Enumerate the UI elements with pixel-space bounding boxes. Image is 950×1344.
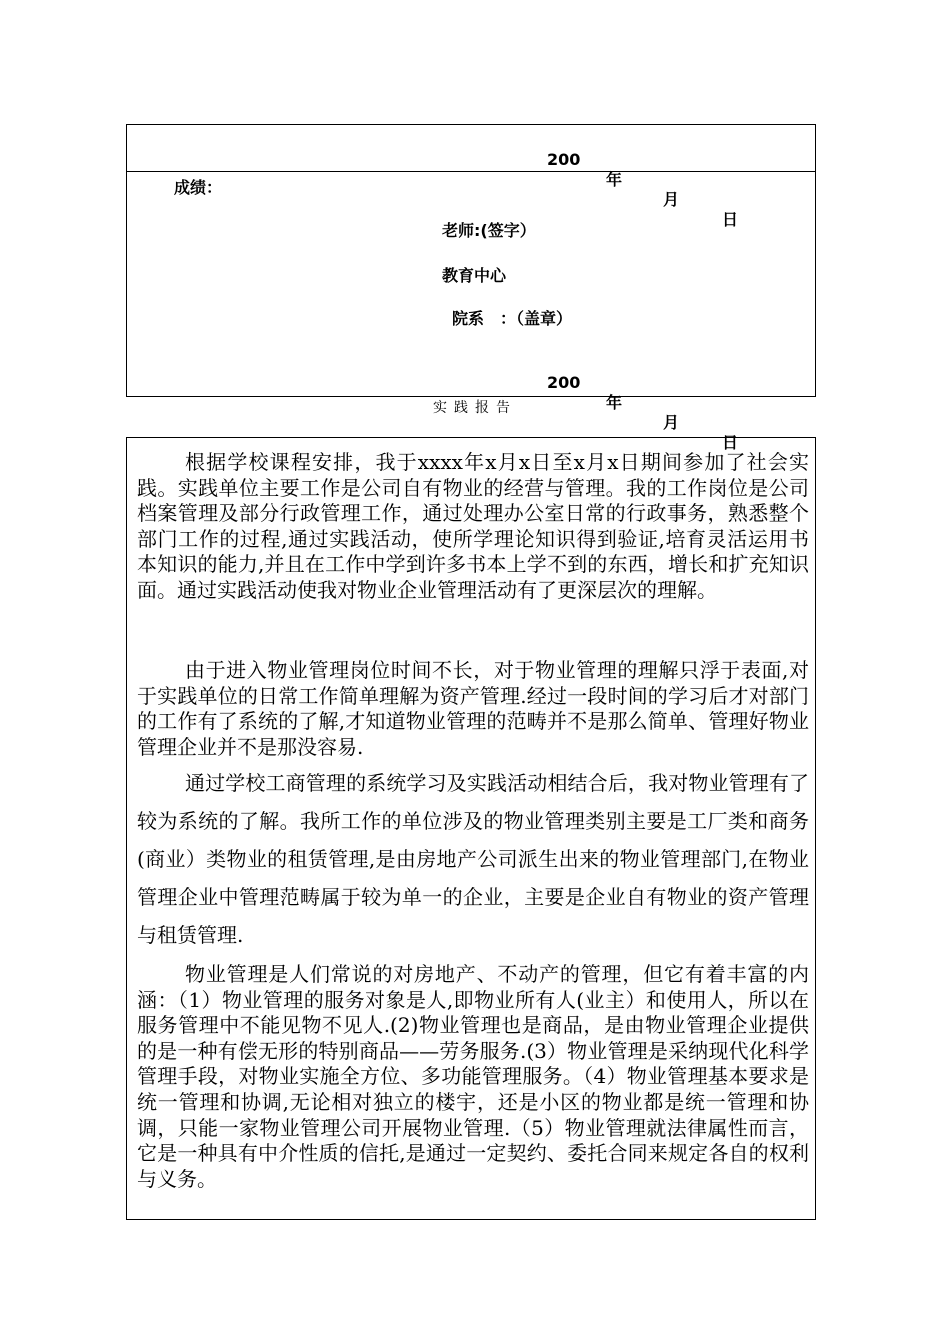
evaluation-date-year-unit: 年 bbox=[606, 393, 623, 412]
paragraph: 由于进入物业管理岗位时间不长，对于物业管理的理解只浮于表面,对于实践单位的日常工作简单理解为资产管理.经过一段时间的学习后才对部门的工作有了系统的了解,才知道物业管理的范畴并不是那么简单、管理好物业管理企业并不是那没容易. bbox=[137, 658, 809, 759]
teacher-signature-label: 老师:(签字） bbox=[442, 221, 536, 240]
header-date-month-unit: 月 bbox=[663, 190, 680, 209]
evaluation-date-month-unit: 月 bbox=[663, 413, 680, 432]
header-date-day-unit: 日 bbox=[722, 210, 739, 229]
report-title: 实践报告 bbox=[433, 400, 517, 416]
paragraph: 根据学校课程安排，我于xxxx年x月x日至x月x日期间参加了社会实践。实践单位主要工作是公司自有物业的经营与管理。我的工作岗位是公司档案管理及部分行政管理工作，通过处理办公室日常的行政事务，熟悉整个部门工作的过程,通过实践活动，使所学理论知识得到验证,培育灵活运用书本知识的能力,并且在工作中学到许多书本上学不到的东西，增长和扩充知识面。通过实践活动使我对物业企业管理活动有了更深层次的理解。 bbox=[137, 450, 809, 602]
header-date-year-unit: 年 bbox=[606, 170, 623, 189]
report-body bbox=[126, 437, 816, 1220]
paragraph: 通过学校工商管理的系统学习及实践活动相结合后，我对物业管理有了较为系统的了解。我所工作的单位涉及的物业管理类别主要是工厂类和商务(商业）类物业的租赁管理,是由房地产公司派生出来的物业管理部门,在物业管理企业中管理范畴属于较为单一的企业，主要是企业自有物业的资产管理与租赁管理. bbox=[137, 771, 809, 947]
evaluation-date-day-unit: 日 bbox=[722, 433, 739, 452]
score-label: 成绩： bbox=[174, 178, 223, 197]
education-center-label: 教育中心 bbox=[442, 266, 507, 285]
department-seal-label: 院系 ：（盖章） bbox=[452, 309, 573, 328]
evaluation-date-year: 200 bbox=[547, 373, 581, 392]
table-divider bbox=[127, 171, 815, 172]
paragraph: 物业管理是人们常说的对房地产、不动产的管理，但它有着丰富的内涵：（1）物业管理的服务对象是人,即物业所有人(业主）和使用人，所以在服务管理中不能见物不见人.(2)物业管理也是商品，是由物业管理企业提供的是一种有偿无形的特别商品——劳务服务.(3）物业管理是采纳现代化科学管理手段，对物业实施全方位、多功能管理服务。（4）物业管理基本要求是统一管理和协调,无论相对独立的楼宇，还是小区的物业都是统一管理和协调，只能一家物业管理公司开展物业管理.（5）物业管理就法律属性而言，它是一种具有中介性质的信托,是通过一定契约、委托合同来规定各自的权利与义务。 bbox=[137, 962, 809, 1191]
header-date-year: 200 bbox=[547, 150, 581, 169]
